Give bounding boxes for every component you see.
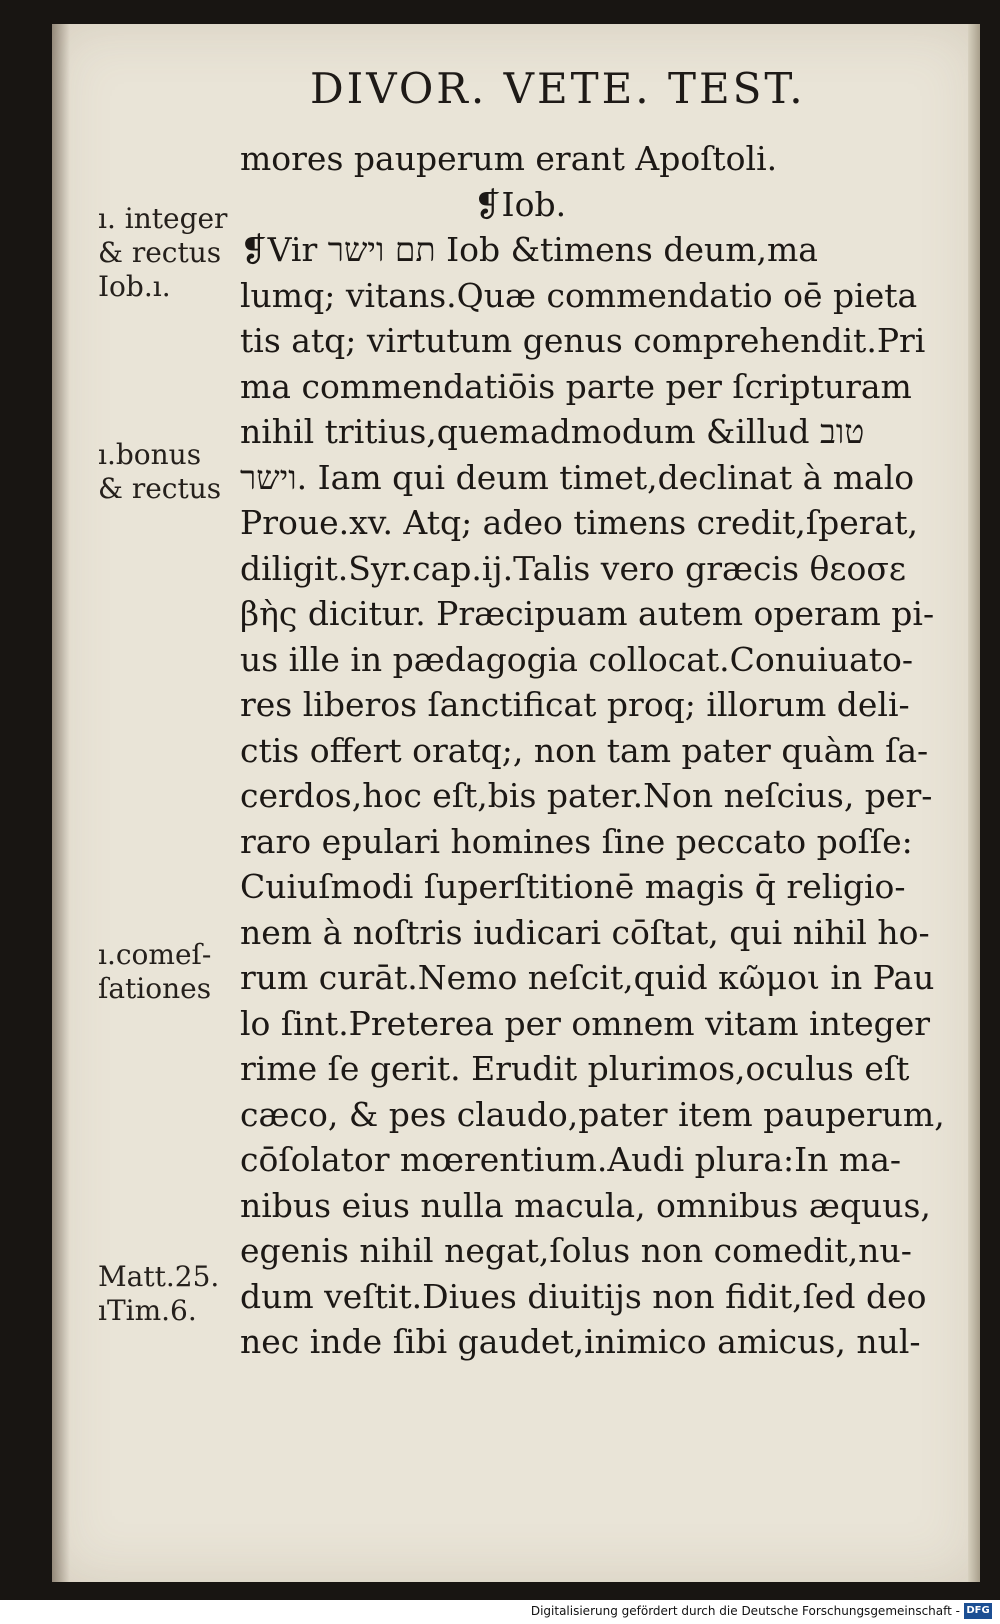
text-line: ctis offert oratq;, non tam pater quàm ſa- (240, 730, 929, 770)
text-line: egenis nihil negat,ſolus non comedit,nu- (240, 1231, 912, 1270)
page-edge (968, 24, 980, 1582)
text-line: dum veſtit.Diues diuitijs non fidit,ſed deo (240, 1276, 927, 1316)
running-head: DIVOR. VETE. TEST. (310, 64, 806, 113)
text-line: raro epulari homines ſine peccato poſſe: (240, 821, 913, 861)
margin-note-line: Iob.ı. (98, 270, 171, 303)
margin-note-bonus (98, 438, 221, 506)
text-line: Proue.xv. Atq; adeo timens credit,ſperat, (240, 503, 918, 542)
text-line: lumq; vitans.Quæ commendatio oē pieta (240, 275, 918, 315)
text-line: Cuiuſmodi ſuperſtitionē magis q̄ religio- (240, 867, 906, 906)
margin-note-line: ſationes (98, 972, 212, 1005)
text-line: diligit.Syr.cap.ij.Talis vero græcis θεοσε (240, 548, 906, 588)
text-line: rum curāt.Nemo neſcit,quid κῶμοι in Pau (240, 958, 935, 997)
text-line: cōſolator mœrentium.Audi plura:In ma- (240, 1140, 902, 1179)
gutter-shadow (52, 24, 70, 1582)
text-line: res liberos ſanctificat proq; illorum deli- (240, 685, 910, 724)
dfg-logo: DFG (964, 1603, 992, 1619)
margin-note-line: Matt.25. (98, 1260, 220, 1293)
text-line: nec inde ſibi gaudet,inimico amicus, nul- (240, 1322, 921, 1361)
text-line: rime ſe gerit. Erudit plurimos,oculus eſt (240, 1049, 910, 1088)
margin-note-comessationes (98, 938, 211, 1006)
margin-note-references (98, 1260, 219, 1328)
text-line: cæco, & pes claudo,pater item pauperum, (240, 1094, 945, 1134)
margin-note-line: ı. integer (98, 202, 228, 235)
margin-note-line: ı.comeſ- (98, 938, 212, 971)
margin-note-line: & rectus (98, 472, 222, 505)
text-line: βὴς dicitur. Præcipuam autem operam pi- (240, 594, 935, 633)
digitization-credit: Digitalisierung gefördert durch die Deutsche Forschungsgemeinschaft - (530, 1604, 960, 1618)
text-line: ma commendatiōis parte per ſcripturam (240, 366, 912, 406)
text-line: us ille in pædagogia collocat.Conuiuato- (240, 639, 914, 679)
main-text-block (240, 136, 945, 1365)
section-heading: ❡Iob. (473, 184, 567, 224)
margin-note-line: & rectus (98, 236, 222, 269)
text-line: nem à noſtris iudicari cōſtat, qui nihil ho- (240, 912, 930, 952)
text-line: tis atq; virtutum genus comprehendit.Pri (240, 321, 926, 360)
text-line: nibus eius nulla macula, omnibus æquus, (240, 1185, 931, 1225)
text-line: mores pauperum erant Apoſtoli. (240, 139, 778, 178)
text-line: cerdos,hoc eſt,bis pater.Non neſcius, per- (240, 776, 933, 815)
margin-note-integer (98, 202, 227, 304)
text-line: וישר. Iam qui deum timet,declinat à malo (240, 457, 915, 497)
text-line: nihil tritius,quemadmodum &illud טוב (240, 412, 865, 451)
text-line: ❡Vir תם וישר Iob &timens deum,ma (240, 230, 818, 269)
text-line: lo ſint.Preterea per omnem vitam integer (240, 1003, 931, 1043)
margin-note-line: ı.bonus (98, 438, 202, 471)
margin-note-line: ıTim.6. (98, 1294, 197, 1327)
